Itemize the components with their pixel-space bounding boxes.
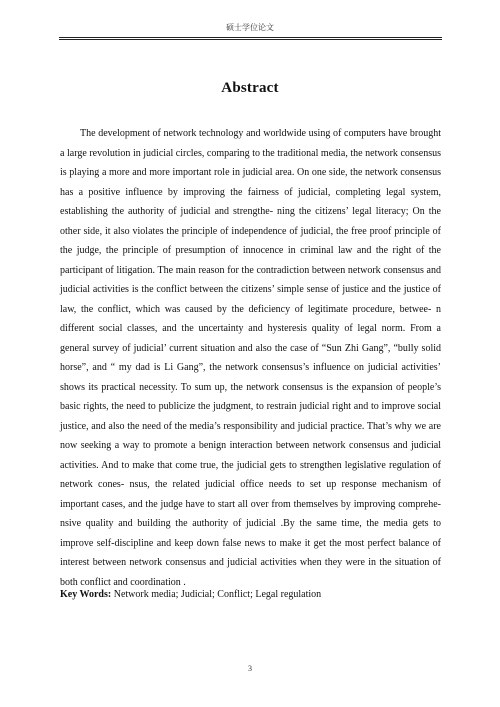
keywords-text: Network media; Judicial; Conflict; Legal regulation [111, 589, 322, 600]
keywords-line [60, 588, 441, 602]
section-title: Abstract [221, 80, 279, 96]
running-header: 硕士学位论文 [226, 23, 274, 32]
page-number: 3 [248, 664, 252, 673]
keywords-label: Key Words: [60, 589, 112, 600]
header-rule [59, 37, 442, 40]
abstract-body: The development of network technology and worldwide using of computers have brought a large revolution in judicial circles, comparing to the traditional media, the network consensus is playing a more and more important role in judicial area. On one side, the network consensus has a positive influence by improving the fairness of judicial, completing legal system, establishing the authority of judicial and strengthe- ning the citizens’ legal literacy; On the other side, it also violates the principle of independence of judicial, the free proof principle of the judge, the principle of presumption of innocence in criminal law and the right of the participant of litigation. The main reason for the contradiction between network consensus and judicial activities is the conflict between the citizens’ simple sense of justice and the justice of law, the conflict, which was caused by the deficiency of legitimate procedure, betwee- n different social classes, and the uncertainty and hysteresis quality of legal norm. From a general survey of judicial’ current situation and also the case of “Sun Zhi Gang”, “bully solid horse”, and “ my dad is Li Gang”, the network consensus’s influence on judicial activities’ shows its practical necessity. To sum up, the network consensus is the expansion of people’s basic rights, the need to publicize the judgment, to restrain judicial right and to improve social justice, and also the need of the media’s responsibility and judicial practice. That’s why we are now seeking a way to promote a benign interaction between network consensus and judicial activities. And to make that come true, the judicial gets to strengthen legislative regulation of network cones- nsus, the related judicial office needs to set up response mechanism of important cases, and the judge have to start all over from themselves by improving comprehe- nsive quality and building the authority of judicial .By the same time, the media gets to improve self-discipline and keep down false news to make it get the most perfect balance of interest between network consensus and judicial activities when they were in the situation of both conflict and coordination . [60, 128, 441, 588]
